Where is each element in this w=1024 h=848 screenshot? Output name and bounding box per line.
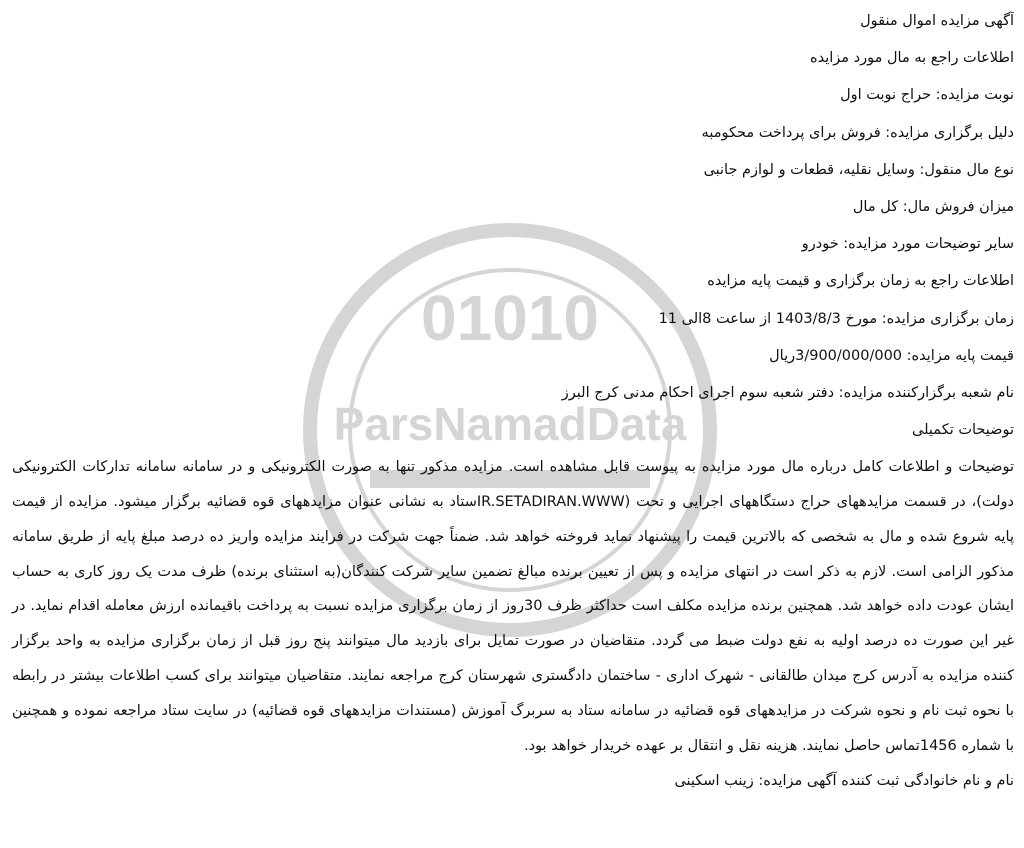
registrant-name: نام و نام خانوادگی ثبت کننده آگهی مزایده: زینب اسکینی — [674, 773, 1014, 790]
other-details: سایر توضیحات مورد مزایده: خودرو — [801, 236, 1014, 253]
item-type: نوع مال منقول: وسایل نقلیه، قطعات و لوازم جانبی — [703, 161, 1014, 178]
watermark-text: ParsNamadData — [333, 398, 687, 450]
notice-title: آگهی مزایده اموال منقول — [860, 13, 1014, 29]
organizing-branch: نام شعبه برگزارکننده مزایده: دفتر شعبه سوم اجرای احکام مدنی کرج البرز — [561, 384, 1014, 401]
additional-info-heading: توضیحات تکمیلی — [912, 422, 1014, 439]
auction-reason: دلیل برگزاری مزایده: فروش برای پرداخت محکومبه — [701, 124, 1014, 141]
watermark-digits: 01010 — [421, 282, 599, 354]
section-item-info-heading: اطلاعات راجع به مال مورد مزایده — [810, 50, 1014, 67]
base-price: قیمت پایه مزایده: 3/900/000/000ریال — [769, 347, 1014, 364]
auction-date-time: زمان برگزاری مزایده: مورخ 1403/8/3 از ساعت 8الی 11 — [658, 310, 1014, 327]
sale-amount: میزان فروش مال: کل مال — [852, 198, 1014, 215]
description-paragraph: توضیحات و اطلاعات کامل درباره مال مورد مزایده به پیوست قابل مشاهده است. مزایده مذکور تنها به صورت الکترونیکی و در سامانه سامانه تدارکات الکترونیکی دولت)، در قسمت مزایدههای حراج دستگاههای اجرایی و تحت (IR.SETADIRAN.WWWستاد به نشانی عنوان مزایدههای قوه قضائیه برگزار میشود. مزایده از قیمت پایه شروع شده و مال به شخصی که بالاترین قیمت را پیشنهاد نماید فروخته خواهد شد. ضمناً جهت شرکت در فرایند مزایده واریز ده درصد مبلغ پایه از طریق سامانه مذکور الزامی است. لازم به ذکر است در انتهای مزایده و پس از تعیین برنده مبالغ تضمین سایر شرکت کنندگان(به استثنای برنده) ظرف مدت یک روز کاری به حساب ایشان عودت داده خواهد شد. همچنین برنده مزایده مکلف است حداکثر ظرف 30روز از زمان برگزاری مزایده نسبت به پرداخت باقیمانده ارزش معامله اقدام نماید. در غیر این صورت ده درصد اولیه به نفع دولت ضبط می گردد. متقاضیان در صورت تمایل برای بازدید مال میتوانند پنج روز قبل از زمان برگزاری مزایده به واحد برگزار کننده مزایده به آدرس کرج میدان طالقانی - شهرک اداری - ساختمان دادگستری شهرستان کرج مراجعه نمایند. متقاضیان میتوانند برای کسب اطلاعات بیشتر در رابطه با نحوه ثبت نام و نحوه شرکت در مزایدههای قوه قضائیه در سامانه ستاد به سربرگ آموزش (مستندات مزایدههای قوه قضائیه) در سایت ستاد مراجعه نموده و همچنین با شماره 1456تماس حاصل نمایند. هزینه نقل و انتقال بر عهده خریدار خواهد بود. — [12, 459, 1014, 754]
section-time-price-heading: اطلاعات راجع به زمان برگزاری و قیمت پایه مزایده — [707, 273, 1014, 290]
auction-round: نوبت مزایده: حراج نوبت اول — [840, 87, 1014, 104]
